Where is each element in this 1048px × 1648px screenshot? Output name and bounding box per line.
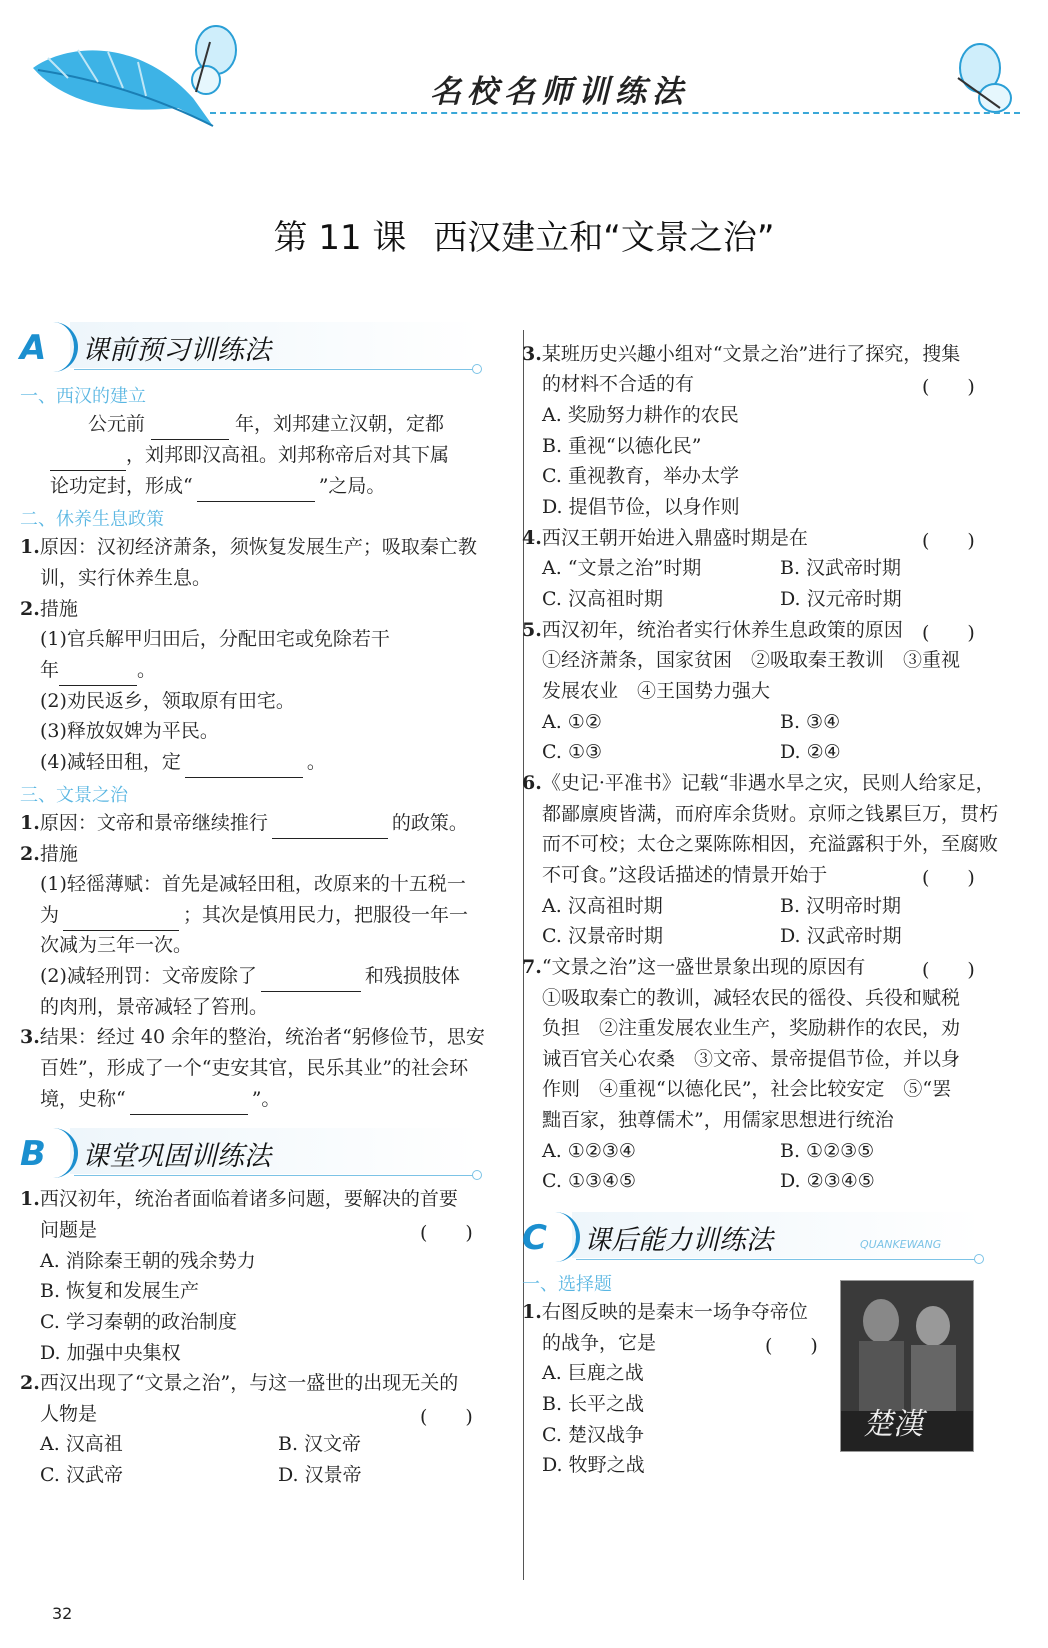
option[interactable]: C. 学习秦朝的政治制度	[40, 1311, 237, 1333]
option[interactable]: C. 楚汉战争	[542, 1424, 644, 1446]
option[interactable]: B. 汉文帝	[278, 1433, 362, 1455]
text-line: ①吸取秦亡的教训，减轻农民的徭役、兵役和赋税	[542, 987, 961, 1009]
subheading: 三、文景之治	[20, 785, 128, 806]
text-line: (3)释放奴婢为平民。	[40, 720, 219, 742]
text-line: 论功定封，形成“ ”之局。	[50, 470, 385, 502]
question-2: 2.西汉出现了“文景之治”，与这一盛世的出现无关的	[20, 1372, 459, 1394]
fill-blank[interactable]	[261, 969, 361, 992]
question-7: 7.“文景之治”这一盛世景象出现的原因有	[522, 956, 866, 978]
answer-paren[interactable]: ( )	[922, 622, 975, 644]
option[interactable]: B. 长平之战	[542, 1393, 645, 1415]
answer-paren[interactable]: ( )	[922, 959, 975, 981]
option[interactable]: C. 汉景帝时期	[542, 925, 663, 947]
answer-paren[interactable]: ( )	[922, 867, 975, 889]
option[interactable]: A. 汉高祖	[40, 1433, 123, 1455]
fill-blank[interactable]	[130, 1092, 248, 1115]
section-c-header	[522, 1212, 984, 1272]
text-line: (2)减轻刑罚：文帝废除了 和残损肢体	[40, 960, 460, 992]
section-label: 课前预习训练法	[82, 335, 271, 366]
question-6: 6.《史记·平准书》记载“非遇水旱之灾，民则人给家足，	[522, 772, 995, 794]
subheading: 一、选择题	[522, 1274, 612, 1295]
page-number: 32	[52, 1604, 73, 1623]
option[interactable]: D. 提倡节俭，以身作则	[542, 496, 740, 518]
fill-blank[interactable]	[197, 479, 315, 502]
fill-blank[interactable]	[272, 816, 388, 839]
text-line: 的战争，它是	[542, 1332, 657, 1354]
lesson-title	[0, 210, 1048, 259]
subheading: 二、休养生息政策	[20, 509, 164, 530]
lesson-number: 第 11 课	[273, 218, 407, 258]
text-line: 公元前 年，刘邦建立汉朝，定都	[88, 408, 444, 440]
watermark: QUANKEWANG	[860, 1238, 942, 1251]
text-line: 1.原因：汉初经济萧条，须恢复发展生产；吸取秦亡教	[20, 536, 477, 558]
option[interactable]: D. ②③④⑤	[780, 1170, 875, 1192]
question-4: 4.西汉王朝开始进入鼎盛时期是在	[522, 527, 808, 549]
option[interactable]: B. ①②③⑤	[780, 1140, 875, 1162]
option[interactable]: C. 汉高祖时期	[542, 588, 663, 610]
section-b-header	[20, 1128, 482, 1188]
option[interactable]: A. “文景之治”时期	[542, 557, 702, 579]
answer-paren[interactable]: ( )	[420, 1406, 473, 1428]
section-letter: A	[20, 328, 47, 368]
text-line: (1)官兵解甲归田后，分配田宅或免除若干	[40, 628, 390, 650]
text-line: 为 ；其次是慎用民力，把服役一年一	[40, 899, 468, 931]
answer-paren[interactable]: ( )	[922, 376, 975, 398]
fill-blank[interactable]	[151, 417, 229, 440]
text-line: (2)劝民返乡，领取原有田宅。	[40, 690, 295, 712]
text-line: 百姓”，形成了一个“吏安其官，民乐其业”的社会环	[40, 1057, 469, 1079]
question-5: 5.西汉初年，统治者实行休养生息政策的原因	[522, 619, 903, 641]
section-label: 课堂巩固训练法	[82, 1141, 271, 1172]
option[interactable]: C. ①③④⑤	[542, 1170, 637, 1192]
question-c1: 1.右图反映的是秦末一场争夺帝位	[522, 1301, 808, 1323]
text-line: ①经济萧条，国家贫困 ②吸取秦王教训 ③重视	[542, 649, 961, 671]
option[interactable]: D. ②④	[780, 741, 841, 763]
option[interactable]: A. ①②	[542, 711, 602, 733]
lesson-name: 西汉建立和“文景之治”	[433, 218, 775, 258]
option[interactable]: B. 恢复和发展生产	[40, 1280, 200, 1302]
answer-paren[interactable]: ( )	[922, 530, 975, 552]
section-letter: C	[522, 1218, 547, 1258]
text-line: 2.措施	[20, 598, 78, 620]
text-line: 不可食。”这段话描述的情景开始于	[542, 864, 828, 886]
text-line: (4)减轻田租，定 。	[40, 746, 326, 778]
text-line: 黜百家，独尊儒术”，用儒家思想进行统治	[542, 1109, 894, 1131]
answer-paren[interactable]: ( )	[420, 1222, 473, 1244]
butterfly-icon	[176, 22, 246, 102]
text-line: 3.结果：经过 40 余年的整治，统治者“躬修俭节，思安	[20, 1026, 485, 1048]
question-1: 1.西汉初年，统治者面临着诸多问题，要解决的首要	[20, 1188, 458, 1210]
option[interactable]: B. 汉武帝时期	[780, 557, 902, 579]
text-line: ，刘邦即汉高祖。刘邦称帝后对其下属	[50, 439, 449, 471]
text-line: 的肉刑，景帝减轻了笞刑。	[40, 996, 269, 1018]
text-line: 的材料不合适的有	[542, 373, 695, 395]
option[interactable]: C. 汉武帝	[40, 1464, 123, 1486]
option[interactable]: B. 重视“以德化民”	[542, 435, 702, 457]
text-line: 境，史称“ ”。	[40, 1083, 280, 1115]
fill-blank[interactable]	[185, 755, 303, 778]
section-letter: B	[20, 1134, 46, 1174]
text-line: 次减为三年一次。	[40, 934, 193, 956]
question-3: 3.某班历史兴趣小组对“文景之治”进行了探究，搜集	[522, 343, 961, 365]
text-line: 年 。	[40, 654, 156, 686]
option[interactable]: A. 汉高祖时期	[542, 895, 663, 917]
option[interactable]: A. 消除秦王朝的残余势力	[40, 1250, 256, 1272]
option[interactable]: B. ③④	[780, 711, 841, 733]
option[interactable]: D. 加强中央集权	[40, 1342, 181, 1364]
section-label: 课后能力训练法	[584, 1225, 773, 1256]
text-line: 诫百官关心农桑 ③文帝、景帝提倡节俭，并以身	[542, 1048, 961, 1070]
option[interactable]: B. 汉明帝时期	[780, 895, 902, 917]
fill-blank[interactable]	[50, 448, 126, 471]
option[interactable]: A. 奖励努力耕作的农民	[542, 404, 739, 426]
text-line: (1)轻徭薄赋：首先是减轻田租，改原来的十五税一	[40, 873, 466, 895]
fill-blank[interactable]	[59, 663, 137, 686]
option[interactable]: A. 巨鹿之战	[542, 1362, 644, 1384]
text-line: 2.措施	[20, 843, 78, 865]
option[interactable]: A. ①②③④	[542, 1140, 636, 1162]
option[interactable]: C. ①③	[542, 741, 603, 763]
butterfly-icon	[950, 38, 1025, 118]
text-line: 人物是	[40, 1403, 98, 1425]
option[interactable]: D. 汉景帝	[278, 1464, 362, 1486]
fill-blank[interactable]	[63, 908, 179, 931]
option[interactable]: D. 汉武帝时期	[780, 925, 902, 947]
movie-poster-image	[840, 1280, 974, 1452]
text-line: 都鄙廪庾皆满，而府库余货财。京师之钱累巨万，贯朽	[542, 803, 999, 825]
header-divider	[210, 112, 1020, 114]
option[interactable]: D. 汉元帝时期	[780, 588, 902, 610]
text-line: 作则 ④重视“以德化民”，社会比较安定 ⑤“罢	[542, 1078, 952, 1100]
option[interactable]: D. 牧野之战	[542, 1454, 645, 1476]
series-title: 名校名师训练法	[430, 74, 689, 110]
text-line: 而不可校；太仓之粟陈陈相因，充溢露积于外，至腐败	[542, 833, 999, 855]
answer-paren[interactable]: ( )	[765, 1335, 818, 1357]
section-a-header	[20, 322, 482, 382]
poster-caption: 楚漢	[863, 1407, 923, 1442]
text-line: 问题是	[40, 1219, 98, 1241]
option[interactable]: C. 重视教育，举办太学	[542, 465, 739, 487]
text-line: 负担 ②注重发展农业生产，奖励耕作的农民，劝	[542, 1017, 961, 1039]
text-line: 训，实行休养生息。	[40, 567, 212, 589]
text-line: 1.原因：文帝和景帝继续推行 的政策。	[20, 807, 468, 839]
subheading: 一、西汉的建立	[20, 386, 146, 407]
text-line: 发展农业 ④王国势力强大	[542, 680, 771, 702]
